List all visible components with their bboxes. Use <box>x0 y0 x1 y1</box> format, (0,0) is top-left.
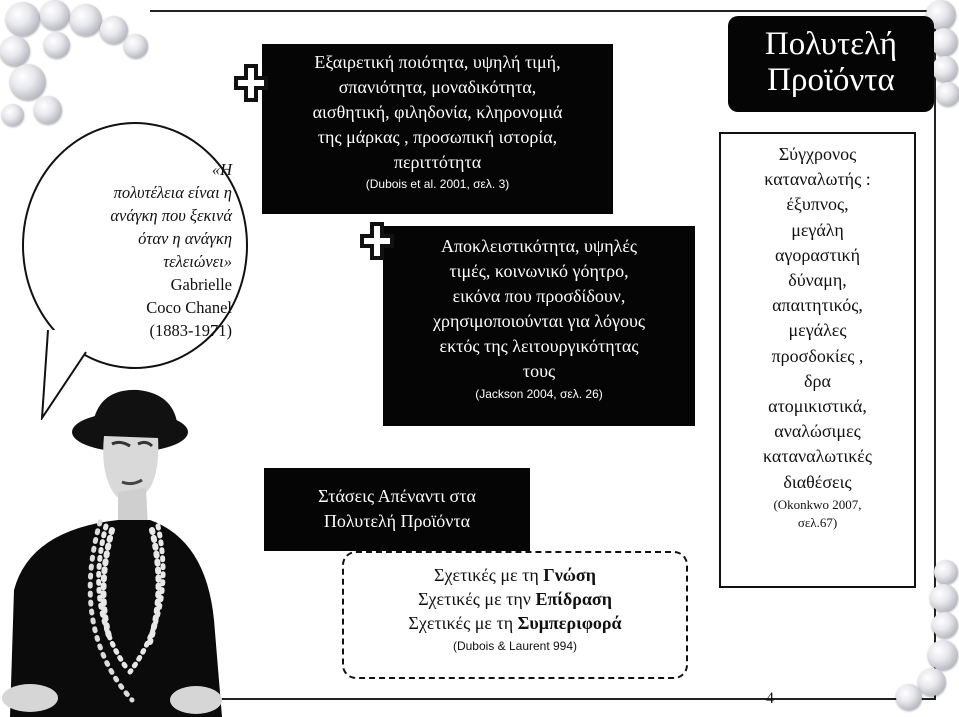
definition-box-dubois <box>262 44 613 214</box>
box2-line: εικόνα που προσδίδουν, <box>452 286 626 306</box>
title-line-2: Προϊόντα <box>767 62 895 98</box>
box1-citation: (Dubois et al. 2001, σελ. 3) <box>365 177 510 191</box>
attitudes-line-2: Πολυτελή Προϊόντα <box>323 511 471 531</box>
box1-line: της μάρκας , προσωπική ιστορία, <box>317 127 558 147</box>
consumer-box <box>719 132 916 588</box>
consumer-line: προσδοκίες , <box>771 345 864 366</box>
consumer-line: απαιτητικός, <box>772 295 863 316</box>
box1-line: περιττότητα <box>393 152 482 172</box>
component-row-effect <box>344 587 686 611</box>
box1-line: Εξαιρετική ποιότητα, υψηλή τιμή, <box>314 52 561 72</box>
consumer-citation-page: σελ.67) <box>797 514 838 530</box>
consumer-line: αναλώσιμες <box>774 421 861 442</box>
chanel-portrait-image <box>0 380 230 717</box>
quote-author-first: Gabrielle <box>170 275 232 294</box>
quote-line: ανάγκη που ξεκινά <box>110 206 232 225</box>
component-keyword: Συμπεριφορά <box>517 613 622 633</box>
box2-line: χρησιμοποιούνται για λόγους <box>432 311 646 331</box>
title-line-1: Πολυτελή <box>764 26 898 62</box>
quote-line: «Η <box>211 160 232 179</box>
quote-line: όταν η ανάγκη <box>138 229 232 248</box>
quote-author-last: Coco Chanel <box>146 298 232 317</box>
page-number: 4 <box>766 690 774 707</box>
component-keyword: Γνώση <box>543 565 596 585</box>
frame-bottom-line <box>150 698 936 700</box>
attitudes-box <box>264 468 530 551</box>
frame-top-line <box>150 10 950 12</box>
component-prefix: Σχετικές με τη <box>434 565 544 585</box>
page-title <box>728 16 934 112</box>
consumer-line: Σύγχρονος <box>778 144 857 164</box>
box2-line: Αποκλειστικότητα, υψηλές <box>440 236 638 256</box>
attitude-components-box <box>342 551 688 679</box>
box2-citation: (Jackson 2004, σελ. 26) <box>475 387 603 401</box>
consumer-line: δρα <box>804 370 831 391</box>
consumer-line: καταναλωτής : <box>764 169 871 190</box>
components-citation: (Dubois & Laurent 994) <box>452 639 578 653</box>
quote-line: τελειώνει» <box>163 252 232 271</box>
quote-line: πολυτέλεια είναι η <box>113 183 232 202</box>
component-keyword: Επίδραση <box>535 589 612 609</box>
consumer-line: μεγάλη <box>791 219 844 240</box>
component-row-behaviour <box>344 611 686 635</box>
box2-line: τους <box>522 361 556 381</box>
definition-box-jackson <box>383 226 695 426</box>
consumer-line: μεγάλες <box>788 320 847 341</box>
consumer-citation: (Okonkwo 2007, <box>773 496 862 512</box>
box2-line: εκτός της λειτουργικότητας <box>439 336 639 356</box>
plus-icon <box>234 64 268 102</box>
box2-line: τιμές, κοινωνικό γόητρο, <box>449 261 629 281</box>
attitudes-line-1: Στάσεις Απέναντι στα <box>318 486 476 506</box>
component-prefix: Σχετικές με τη <box>408 613 518 633</box>
consumer-line: ατομικιστικά, <box>768 396 867 417</box>
box1-line: αισθητική, φιληδονία, κληρονομιά <box>312 102 563 122</box>
consumer-line: δύναμη, <box>788 270 847 291</box>
quote-years: (1883-1971) <box>149 321 232 340</box>
box1-line: σπανιότητα, μοναδικότητα, <box>338 77 537 97</box>
component-prefix: Σχετικές με την <box>418 589 536 609</box>
consumer-line: αγοραστική <box>774 244 861 265</box>
component-row-knowledge <box>344 563 686 587</box>
consumer-line: έξυπνος, <box>786 194 849 215</box>
plus-icon <box>360 222 394 260</box>
consumer-line: καταναλωτικές <box>763 446 872 467</box>
quote-text <box>40 158 232 342</box>
consumer-line: διαθέσεις <box>783 471 852 492</box>
